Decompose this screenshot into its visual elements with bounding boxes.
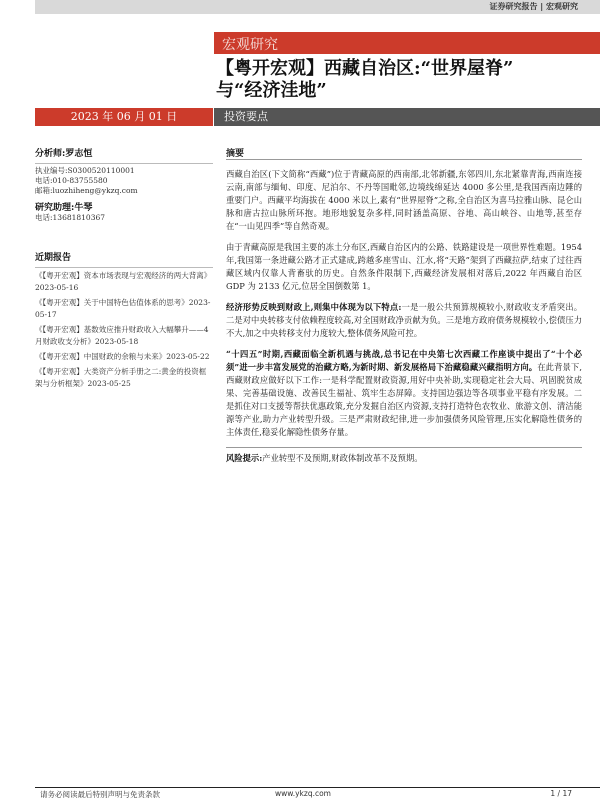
section-heading: 投资要点 [224,110,268,123]
banner-label: 宏观研究 [222,37,278,53]
title-line-1: 【粤开宏观】西藏自治区:“世界屋脊” [216,58,514,79]
analyst-email[interactable]: 邮箱:luozhiheng@ykzq.com [35,186,138,195]
recent-reports-list [35,267,213,390]
title-line-2: 与“经济洼地” [216,80,327,101]
paragraph-outlook [226,348,582,439]
footer-divider [35,787,600,788]
abstract-heading: 摘要 [226,149,245,159]
analyst-phone: 电话:010-83755580 [35,176,108,185]
outlook-lead: “十四五”时期,西藏面临全新机遇与挑战,总书记在中央第七次西藏工作座谈中提出了“十个必须”进一步丰富发展党的治藏方略,为新时期、新发展格局下治藏稳藏兴藏指明方向。 [226,349,582,372]
paragraph-geography: 西藏自治区(下文简称“西藏”)位于青藏高原的西南部,北邻新疆,东邻四川,东北紧靠青海,西南连接云南,南部与缅甸、印度、尼泊尔、不丹等国毗邻,边境线绵延达 4000 多公里,是我国西南边陲的重要门户。西藏平均海拔在 4000 米以上,素有“世界屋脊”之称,全自治区为喜马拉雅山脉、昆仑山脉和唐古拉山脉所环抱。地形地貌复杂多样,同时涵盖高原、谷地、高山峡谷、山地等,甚至存在“一山见四季”等自然奇观。 [226,169,582,231]
category-banner [214,32,600,54]
report-date: 2023 年 06 月 01 日 [35,108,213,126]
analyst-details [35,163,213,196]
report-link[interactable]: 《【粤开宏观】基数效应推升财政收入大幅攀升——4 月财政收支分析》2023-05-18 [35,325,209,346]
report-category: 证券研究报告 | 宏观研究 [489,2,578,11]
abstract-body [226,168,582,473]
risk-label: 风险提示: [226,453,263,463]
outlook-text: 在此背景下,西藏财政应做好以下工作:一是科学配置财政资源,用好中央补助,实现稳定社会大局、巩固脱贫成果、完善基础设施、改善民生福祉、筑牢生态屏障。支持国边强边等各项事业平稳有序发展。二是抓住对口支援等帮扶优惠政策,充分发掘自治区内资源,支持打造特色农牧业、旅游文创、清洁能源等产业,助力产业转型升级。三是严肃财政纪律,进一步加强债务风险管理,压实化解隐性债务的主体责任,稳妥化解隐性债务存量。 [226,362,582,437]
fiscal-text: 一是一般公共预算规模较小,财政收支矛盾突出。二是对中央转移支付依赖程度较高,对全国财政净贡献为负。三是地方政府债务规模较小,偿债压力不大,加之中央转移支付力度较大,整体债务风险可控。 [226,302,583,338]
paragraph-economy: 由于青藏高原是我国主要的冻土分布区,西藏自治区内的公路、铁路建设是一项世界性难题。1954 年,我国第一条进藏公路才正式建成,跨越多座雪山、江水,将“天路”架到了西藏拉萨,结束了过往西藏区域内仅靠人背畜驮的历史。自然条件限制下,西藏经济发展相对落后,2022 年西藏自治区 GDP 为 2133 亿元,位居全国倒数第 1。 [226,242,582,291]
abstract-divider [226,159,582,160]
analyst-id: 执业编号:S0300520110001 [35,166,135,175]
top-header-bar [35,0,600,14]
section-heading-bar [214,108,600,126]
footer-website[interactable]: www.ykzq.com [275,789,331,798]
recent-reports [35,250,213,393]
fiscal-lead: 经济形势反映到财政上,则集中体现为以下特点: [226,302,402,312]
recent-reports-heading: 近期报告 [35,253,72,263]
risk-text: 产业转型不及预期,财政体制改革不及预期。 [262,453,423,463]
assistant-phone: 电话:13681810367 [35,213,106,222]
page-number: 1 / 17 [550,789,572,798]
assistant-name: 研究助理:牛琴 [35,203,93,213]
report-link[interactable]: 《【粤开宏观】关于中国特色估值体系的思考》2023-05-17 [35,298,211,319]
risk-warning [226,447,582,465]
report-link[interactable]: 《【粤开宏观】中国财政的余粮与未来》2023-05-22 [35,352,210,361]
report-title [216,58,596,102]
report-link[interactable]: 《【粤开宏观】大类资产分析手册之二:黄金的投资框架与分析框架》2023-05-25 [35,367,207,388]
assistant-block [35,200,213,223]
paragraph-fiscal [226,301,582,340]
report-link[interactable]: 《【粤开宏观】资本市场表现与宏观经济的两大背离》2023-05-16 [35,271,212,292]
footer-disclaimer[interactable]: 请务必阅读最后特别声明与免责条款 [40,790,160,799]
analyst-name: 分析师:罗志恒 [35,149,93,159]
analyst-block [35,146,213,196]
